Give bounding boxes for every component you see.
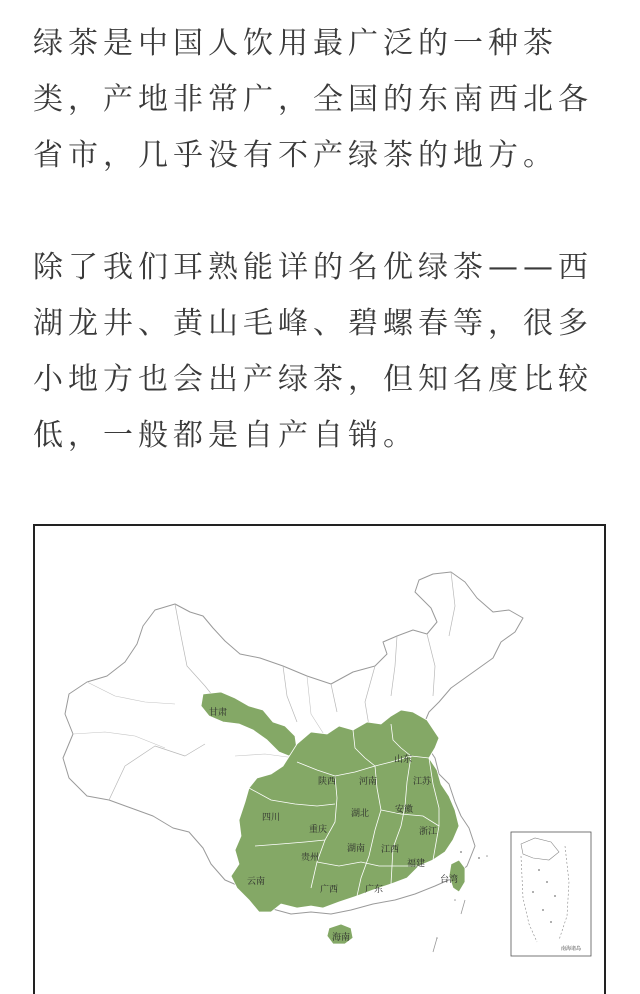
label-jiangxi: 江西	[381, 845, 400, 855]
label-shaanxi: 陕西	[318, 777, 337, 787]
inset-caption: 南海诸岛	[561, 946, 582, 952]
label-gansu: 甘肃	[209, 708, 228, 718]
label-taiwan: 台湾	[440, 875, 459, 885]
label-shandong: 山东	[394, 755, 413, 765]
label-anhui: 安徽	[395, 805, 414, 815]
intro-paragraph: 绿茶是中国人饮用最广泛的一种茶类，产地非常广，全国的东南西北各省市，几乎没有不产绿茶的地方。	[33, 26, 593, 173]
famous-tea-paragraph: 除了我们耳熟能详的名优绿茶——西湖龙井、黄山毛峰、碧螺春等，很多小地方也会出产绿茶，但知名度比较低，一般都是自产自销。	[33, 250, 593, 453]
label-jiangsu: 江苏	[413, 777, 432, 787]
label-henan: 河南	[359, 777, 378, 787]
label-hubei: 湖北	[351, 809, 370, 819]
label-chongqing: 重庆	[309, 825, 328, 835]
label-guangdong: 广东	[365, 885, 384, 895]
label-yunnan: 云南	[247, 877, 266, 887]
south-china-sea-inset	[511, 832, 591, 956]
green-tea-production-map	[33, 524, 606, 994]
label-hunan: 湖南	[347, 844, 366, 854]
label-hainan: 海南	[332, 933, 351, 943]
label-sichuan: 四川	[262, 813, 281, 823]
label-guangxi: 广西	[320, 885, 339, 895]
label-zhejiang: 浙江	[419, 827, 438, 837]
label-guizhou: 贵州	[301, 853, 320, 863]
label-fujian: 福建	[407, 859, 426, 869]
